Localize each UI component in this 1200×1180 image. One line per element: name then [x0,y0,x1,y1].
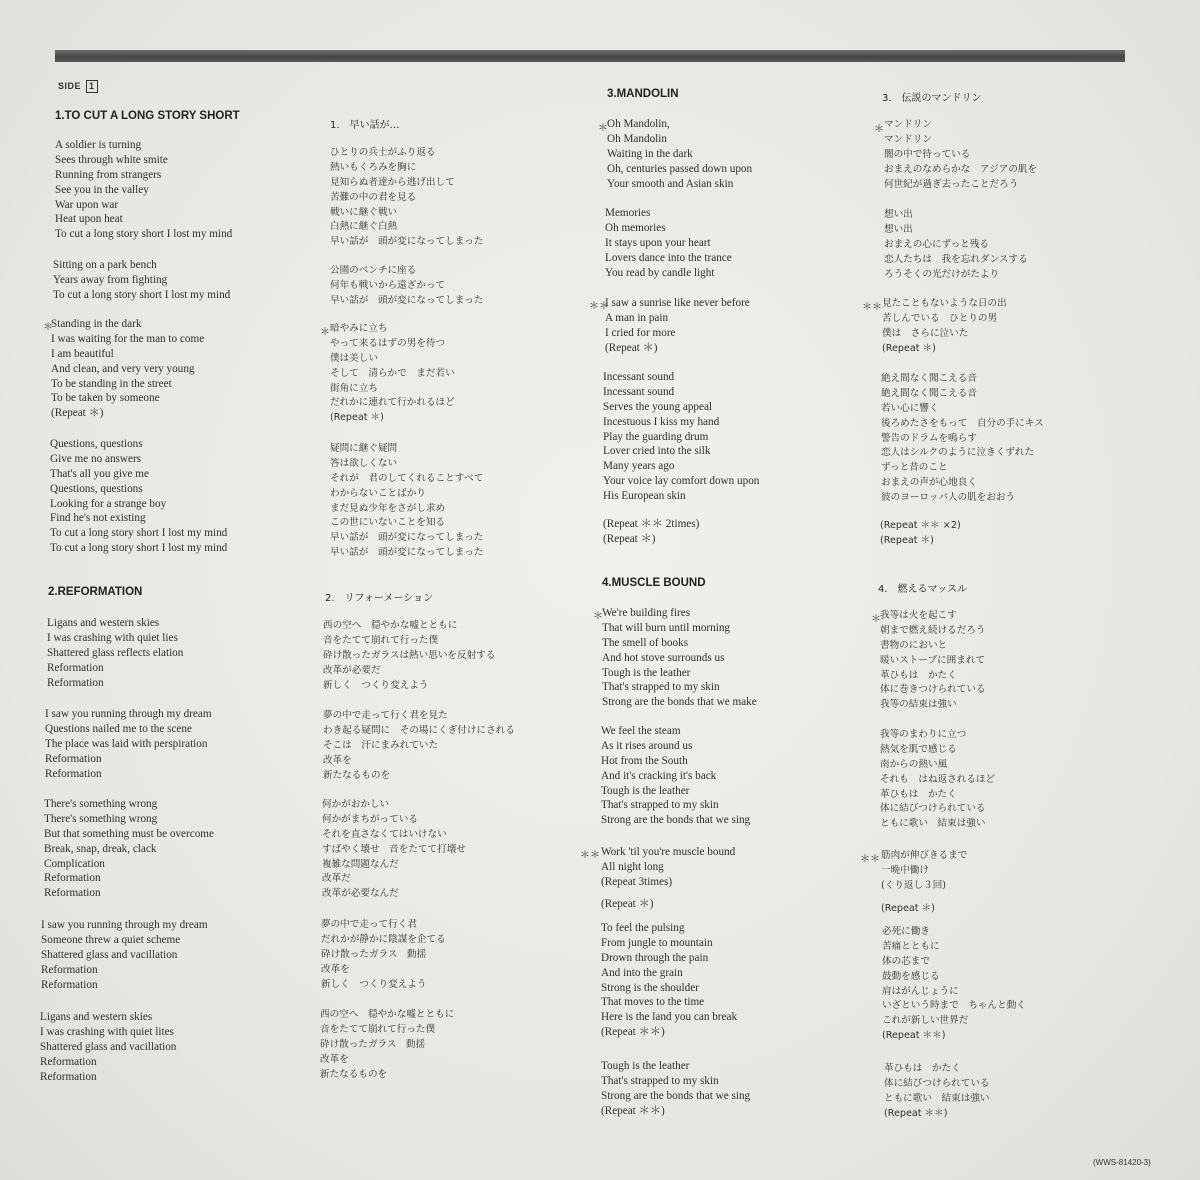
lyric-line: 早い話が 頭が変になってしまった [330,547,484,559]
lyric-line: 砕け散ったガラス 動揺 [321,948,427,960]
lyric-line: 夢の中で走って行く君を見た [323,710,448,721]
lyric-line: 答は欲しくない [330,457,398,469]
lyric-line: Reformation [47,661,104,674]
lyric-line: Ligans and western skies [47,617,160,629]
lyric-line: (Repeat ＊) [880,534,934,546]
lyric-line: (Repeat ＊＊ ×2) [880,520,961,531]
lyric-line: 白熱に継ぐ白熱 [330,221,398,233]
lyric-line: It stays upon your heart [605,236,711,249]
lyric-line: (Repeat ＊) [605,341,658,354]
lyric-line: See you in the valley [55,183,149,196]
lyric-line: Lover cried into the silk [603,445,711,458]
catalog-number: (WWS-81420-3) [1093,1158,1151,1167]
lyric-line: To cut a long story short I lost my mind [53,288,231,301]
side-indicator [58,80,98,93]
stanza [601,921,737,1040]
lyric-line: ともに歌い 結束は強い [880,818,986,830]
lyric-line: Sitting on a park bench [53,259,157,271]
lyric-line: 体に結びつけられている [884,1077,990,1089]
lyric-line: 新しく つくり変えよう [323,679,429,691]
lyric-line: There's something wrong [44,798,158,810]
lyric-line: I cried for more [605,326,676,339]
lyric-line: Strong are the bonds that we sing [601,814,751,827]
lyric-line: Reformation [45,752,102,765]
lyric-line: To be taken by someone [51,392,160,405]
lyric-line: I am beautiful [51,347,114,360]
lyric-line: Strong are the bonds that we make [602,696,757,709]
lyric-line: 苦難の中の君を見る [330,191,417,203]
stanza [605,206,732,280]
stanza [330,264,484,309]
stanza [51,317,204,421]
lyric-line: Tough is the leather [602,666,691,679]
stanza [601,724,750,828]
lyric-line: Incessant sound [603,385,675,398]
lyric-line: 音をたてて崩れて行った僕 [323,634,439,646]
lyric-line: すばやく壊せ 音をたてて打壊せ [322,843,466,855]
lyric-line: I saw a sunrise like never before [605,297,750,309]
lyric-line: We're building fires [602,607,691,619]
lyric-line: Someone threw a quiet scheme [41,933,181,946]
lyric-line: 警告のドラムを鳴らす [881,432,977,444]
lyric-line: (Repeat ＊) [601,898,654,910]
lyric-line: やって来るはずの男を待つ [330,337,446,349]
lyric-line: 鼓動を感じる [882,970,940,982]
lyric-line: And into the grain [601,966,683,979]
lyric-line: 改革が必要なんだ [322,888,399,900]
lyric-line: Your smooth and Asian skin [607,177,734,190]
lyric-line: Oh memories [605,221,666,234]
lyric-line: His European skin [603,490,686,503]
lyric-line: Questions, questions [50,482,143,495]
lyric-line: ひとりの兵士がふり返る [330,147,436,158]
song-title: 3.MANDOLIN [607,88,679,100]
lyric-line: And it's cracking it's back [601,769,717,782]
lyric-line: (Repeat ＊＊) [884,1107,948,1119]
lyric-line: だれかが静かに陰謀を企てる [321,933,446,945]
lyric-line: これが新しい世界だ [882,1015,969,1027]
lyric-line: To cut a long story short I lost my mind [55,228,233,241]
lyric-line: Reformation [41,978,98,991]
lyric-line: 複雑な問題なんだ [322,858,399,870]
lyric-line: I saw you running through my dream [45,708,212,720]
lyric-line: マンドリン [884,119,932,130]
lyric-line: I was crashing with quiet lites [40,1025,174,1038]
lyric-line: All night long [601,860,664,873]
lyric-line: 砕け散ったガラスは熱い思いを反射する [323,649,496,661]
lyric-line: 改革を [321,963,350,975]
stanza [322,798,466,902]
lyric-line: 恋人たちは 我を忘れダンスする [884,253,1028,265]
lyric-line: Complication [44,857,105,870]
lyric-line: To cut a long story short I lost my mind [50,542,228,555]
lyric-line: 西の空へ 穏やかな嘘とともに [323,620,458,631]
stanza [605,296,750,356]
lyric-line: 夢の中で走って行く君 [321,919,417,930]
side-number: 1 [86,80,98,93]
lyric-line: Looking for a strange boy [50,497,167,510]
lyric-line: まだ見ぬ少年をさがし求め [330,502,446,514]
song-title: 2.REFORMATION [48,586,143,598]
side-label-text: SIDE [58,81,82,91]
repeat-marker: ＊＊ [589,301,609,312]
lyric-line: 若い心に響く [881,402,939,414]
lyric-line: That moves to the time [601,996,705,1009]
stanza [45,707,212,781]
lyric-line: 新しく つくり変えよう [321,978,427,990]
stanza [40,1010,176,1084]
lyric-line: 街角に立ち [330,382,378,394]
lyric-line: But that something must be overcome [44,827,214,840]
repeat-marker: ＊ [874,124,884,135]
stanza [601,897,654,912]
lyric-line: Oh Mandolin [607,132,667,145]
lyric-line: A man in pain [605,311,669,324]
lyric-line: That's all you give me [50,467,149,480]
lyric-line: 改革を [323,754,352,766]
stanza [601,845,735,890]
lyric-line: 僕は美しい [330,352,378,364]
stanza [880,519,961,549]
lyric-line: 朝まで燃え続けるだろう [880,624,986,636]
lyric-line: 改革を [320,1053,349,1065]
lyric-line: 絶え間なく聞こえる音 [881,373,977,384]
lyric-line: 肩はがんじょうに [882,985,959,997]
lyric-line: To be standing in the street [51,377,172,390]
stanza [880,609,986,713]
lyric-line: 熱いもくろみを胸に [330,161,417,173]
lyric-line: 熱気を肌で感じる [880,743,957,755]
repeat-marker: ＊＊ [862,302,882,313]
lyric-line: (くり返し３回) [881,879,947,891]
stanza [321,918,446,992]
lyric-line: 暖いストーブに囲まれて [880,654,986,666]
lyric-line: 苦痛とともに [882,940,940,952]
lyric-line: 疑問に継ぐ疑問 [330,443,398,454]
lyric-line: Hot from the South [601,754,688,767]
lyric-line: 公園のベンチに座る [330,265,417,276]
repeat-marker: ＊ [871,614,881,625]
lyric-line: The place was laid with perspiration [45,737,208,750]
stanza [884,208,1028,282]
lyric-line: 体に結びつけられている [880,803,986,815]
lyric-line: Reformation [44,887,101,900]
lyric-line: ずっと昔のこと [881,462,948,474]
lyric-line: 我等は火を起こす [880,610,957,621]
lyric-line: From jungle to mountain [601,936,713,949]
stanza [880,728,995,832]
lyric-line: 南からの熱い風 [880,758,948,770]
stanza [330,322,455,426]
lyric-line: (Repeat ＊) [881,903,935,914]
lyric-line: 一晩中働け [881,864,929,876]
stanza [603,517,699,547]
lyric-line: 彼のヨーロッパ人の肌をおおう [881,492,1016,504]
lyric-line: 早い話が 頭が変になってしまった [330,532,484,544]
stanza [607,117,752,191]
lyric-line: And hot stove surrounds us [602,651,725,664]
lyric-line: And clean, and very very young [51,362,195,375]
lyric-line: To cut a long story short I lost my mind [50,527,228,540]
stanza [320,1008,454,1082]
lyric-line: (Repeat ＊＊ 2times) [603,518,700,530]
lyric-line: Oh Mandolin, [607,118,670,130]
lyric-line: Incessant sound [603,371,675,383]
lyric-line: Reformation [40,1070,97,1083]
lyric-line: That will burn until morning [602,621,731,634]
lyric-line: Shattered glass and vacillation [40,1040,177,1053]
lyric-line: 絶え間なく聞こえる音 [881,387,977,399]
lyric-line: That's strapped to my skin [601,1074,719,1087]
stanza [601,1059,750,1119]
lyric-line: That's strapped to my skin [601,799,719,812]
lyric-line: 恋人はシルクのように泣きくずれた [881,447,1035,459]
lyric-line: Ligans and western skies [40,1011,153,1023]
lyric-line: Waiting in the dark [607,147,693,160]
lyric-line: おまえのなめらかな アジアの肌を [884,163,1038,175]
lyric-line: (Repeat ＊) [603,532,656,545]
lyric-line: Reformation [41,963,98,976]
stanza [884,118,1037,192]
lyric-line: Tough is the leather [601,1060,690,1072]
lyric-line: Drown through the pain [601,951,709,964]
lyric-line: 必死に働き [882,926,930,937]
lyric-line: 体に巻きつけられている [880,684,986,696]
stanza [44,797,214,901]
lyric-line: Memories [605,207,651,219]
lyric-line: 改革が必要だ [323,664,381,676]
lyric-line: 闇の中で待っている [884,148,971,160]
lyric-line: それも はね返されるほど [880,773,996,785]
lyric-line: I was crashing with quiet lies [47,631,178,644]
lyric-line: You read by candle light [605,266,715,279]
song-title: 1. 早い話が… [330,120,400,131]
lyric-line: 僕は さらに泣いた [882,327,969,339]
lyric-line: Play the guarding drum [603,430,709,443]
lyric-line: 見知らぬ者達から逃げ出して [330,176,455,188]
lyric-line: 革ひもは かたく [884,1063,961,1074]
stanza [55,138,232,242]
lyric-line: (Repeat ＊) [51,407,104,420]
stanza [323,709,515,783]
repeat-marker: ＊ [598,123,608,134]
stanza [882,297,1007,357]
lyric-line: 新たなるものを [320,1068,388,1080]
lyric-line: 砕け散ったガラス 動揺 [320,1038,426,1050]
lyric-line: 革ひもは かたく [880,788,957,800]
lyric-line: Running from strangers [55,168,162,181]
lyric-line: 我等のまわりに立つ [880,729,967,740]
lyric-line: Tough is the leather [601,784,690,797]
lyric-line: Strong is the shoulder [601,981,699,994]
stanza [330,442,484,561]
lyric-line: Heat upon heat [55,213,123,226]
repeat-marker: ＊＊ [580,850,600,861]
lyric-line: 革ひもは かたく [880,669,957,681]
lyric-line: 何かがまちがっている [322,813,418,825]
lyric-line: 音をたてて崩れて行った僕 [320,1023,436,1035]
stanza [47,616,183,690]
lyric-line: そこは 汗にまみれていた [323,739,439,751]
lyric-line: Oh, centuries passed down upon [607,162,753,175]
lyric-line: Serves the young appeal [603,400,713,413]
lyric-line: 体の芯まで [882,955,930,967]
lyric-line: 筋肉が伸びきるまで [881,850,968,861]
lyric-line: それを直さなくてはいけない [322,828,447,840]
lyric-line: おまえの心にずっと残る [884,238,989,250]
lyric-line: Strong are the bonds that we sing [601,1089,751,1102]
stanza [50,437,227,556]
lyric-line: (Repeat ＊＊) [601,1026,665,1039]
lyric-line: ろうそくの光だけがたより [884,268,1000,280]
lyric-line: There's something wrong [44,812,158,825]
lyric-line: 何かがおかしい [322,799,390,810]
lyric-line: I was waiting for the man to come [51,332,205,345]
repeat-marker: ＊ [320,327,330,338]
lyric-line: 苦しんでいる ひとりの男 [882,312,998,324]
lyric-line: 想い出 [884,223,913,235]
lyric-line: 後ろめたさをもって 自分の手にキス [881,417,1044,429]
lyric-line: マンドリン [884,133,932,145]
stanza [882,925,1026,1044]
lyric-line: 早い話が 頭が変になってしまった [330,236,484,248]
lyric-line: だれかに連れて行かれるほど [330,397,455,409]
lyric-line: Reformation [45,767,102,780]
song-title: 2. リフォーメーション [325,593,434,604]
stanza [53,258,230,303]
lyric-line: それが 君のしてくれることすべて [330,472,484,484]
lyric-line: (Repeat 3times) [601,875,673,888]
lyric-line: 何世紀が過ぎ去ったことだろう [884,178,1019,190]
lyric-line: 何年も戦いから遠ざかって [330,279,446,291]
repeat-marker: ＊ [593,611,603,622]
stanza [41,918,208,992]
lyric-line: わからないことばかり [330,487,426,499]
lyric-line: Reformation [47,676,104,689]
lyric-line: そして 清らかで まだ若い [330,367,455,379]
stanza [602,606,757,710]
lyric-line: Reformation [40,1055,97,1068]
lyric-line: Work 'til you're muscle bound [601,846,736,858]
lyric-line: (Repeat ＊＊) [601,1104,665,1117]
lyric-line: A soldier is turning [55,139,142,151]
lyric-line: いざという時まで ちゃんと動く [882,1000,1026,1012]
lyric-line: 想い出 [884,209,913,220]
lyric-line: That's strapped to my skin [602,681,720,694]
lyric-line: (Repeat ＊＊) [882,1030,946,1042]
lyric-line: I saw you running through my dream [41,919,208,931]
lyric-line: Incestuous I kiss my hand [603,415,720,428]
lyric-line: (Repeat ＊) [330,412,384,424]
song-title: 4. 燃えるマッスル [878,584,968,595]
repeat-marker: ＊ [43,322,53,333]
lyric-line: 西の空へ 穏やかな嘘とともに [320,1009,455,1020]
lyric-line: Questions, questions [50,438,143,450]
lyric-line: おまえの声が心地良く [881,477,977,489]
stanza [330,146,484,250]
lyric-line: Find he's not existing [50,512,146,525]
stanza [884,1062,990,1122]
lyric-line: Lovers dance into the trance [605,251,732,264]
lyric-line: 戦いに継ぐ戦い [330,206,398,218]
stanza [881,849,967,894]
header-rule [55,50,1125,62]
lyric-line: 暗やみに立ち [330,323,388,334]
lyric-line: 書物のにおいと [880,639,948,651]
lyric-line: Questions nailed me to the scene [45,722,192,735]
lyric-line: To feel the pulsing [601,922,685,934]
stanza [603,370,759,504]
lyric-line: As it rises around us [601,739,693,752]
stanza [881,902,935,917]
lyric-line: The smell of books [602,636,689,649]
stanza [881,372,1044,506]
lyric-line: Shattered glass and vacillation [41,948,178,961]
lyric-line: ともに歌い 結束は強い [884,1092,990,1104]
lyric-line: Reformation [44,872,101,885]
lyric-line: (Repeat ＊) [882,342,936,354]
lyric-line: Sees through white smite [55,153,168,166]
stanza [323,619,495,693]
lyric-line: We feel the steam [601,725,681,737]
lyric-line: Your voice lay comfort down upon [603,475,760,488]
lyric-line: Many years ago [603,460,675,473]
lyric-line: 見たこともないような日の出 [882,298,1007,309]
repeat-marker: ＊＊ [860,854,880,865]
lyric-line: Here is the land you can break [601,1011,738,1024]
song-title: 1.TO CUT A LONG STORY SHORT [55,110,240,122]
lyric-line: 我等の結束は強い [880,699,957,711]
lyric-line: この世にいないことを知る [330,517,446,529]
lyric-line: Standing in the dark [51,318,142,330]
lyric-line: 新たなるものを [323,769,391,781]
lyric-line: わき起る疑問に その場にくぎ付けにされる [323,724,515,736]
lyric-line: Years away from fighting [53,273,168,286]
song-title: 3. 伝説のマンドリン [882,93,982,104]
lyric-line: Break, snap, dreak, clack [44,842,157,855]
lyric-line: 改革だ [322,873,351,885]
lyric-line: War upon war [55,198,119,211]
lyric-line: Give me no answers [50,452,142,465]
lyric-line: Shattered glass reflects elation [47,646,184,659]
song-title: 4.MUSCLE BOUND [602,577,706,589]
lyric-line: 早い話が 頭が変になってしまった [330,294,484,306]
